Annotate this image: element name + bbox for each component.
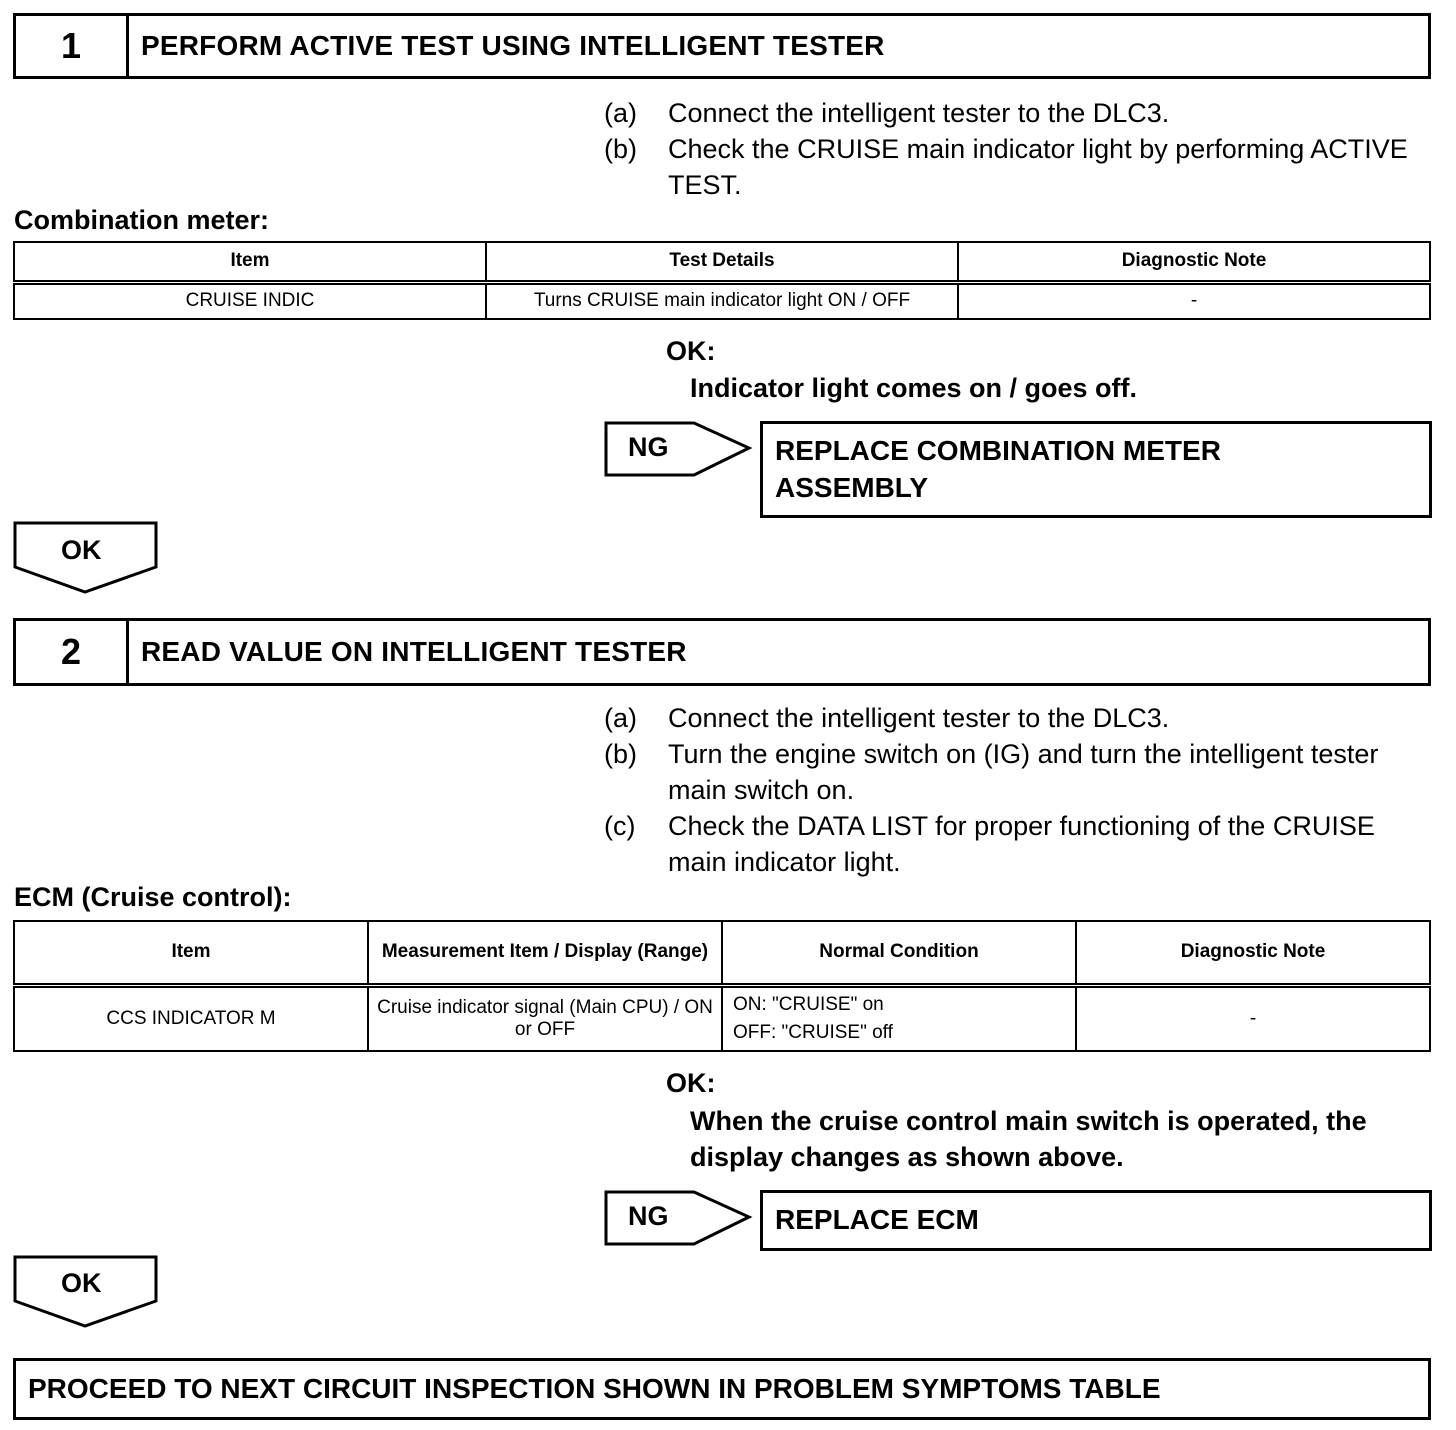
ng-arrow-icon — [604, 1190, 754, 1248]
table-row — [14, 985, 1430, 1051]
instruction-row — [604, 131, 1424, 203]
ng-arrow-icon — [604, 421, 754, 479]
table-header: Diagnostic Note — [958, 242, 1430, 282]
step-2-header — [13, 618, 1431, 686]
proceed-next-inspection-text: PROCEED TO NEXT CIRCUIT INSPECTION SHOWN IN PROBLEM SYMPTOMS TABLE — [28, 1373, 1161, 1404]
instruction-row — [604, 808, 1424, 880]
table-cell — [722, 985, 1076, 1051]
proceed-next-inspection-box — [13, 1358, 1431, 1420]
table-header-row — [14, 242, 1430, 282]
step-1-ng-action: REPLACE COMBINATION METER ASSEMBLY — [775, 435, 1221, 503]
step-1-title: PERFORM ACTIVE TEST USING INTELLIGENT TESTER — [141, 30, 885, 61]
step-1-header — [13, 13, 1431, 79]
instruction-text: Connect the intelligent tester to the DLC3. — [668, 703, 1170, 733]
instruction-row — [604, 95, 1424, 131]
table-header: Diagnostic Note — [1076, 921, 1430, 985]
table-header-row — [14, 921, 1430, 985]
ecm-cruise-control-label: ECM (Cruise control): — [14, 882, 292, 912]
combination-meter-label: Combination meter: — [14, 205, 270, 235]
table-cell: - — [1076, 985, 1430, 1051]
table-header: Item — [14, 242, 486, 282]
instruction-text: Check the CRUISE main indicator light by performing ACTIVE TEST. — [668, 134, 1408, 200]
normal-condition-off: OFF: "CRUISE" off — [733, 1021, 893, 1043]
instruction-letter: (a) — [604, 98, 637, 128]
instruction-letter: (a) — [604, 703, 637, 733]
table-header: Test Details — [486, 242, 958, 282]
table-cell: CCS INDICATOR M — [14, 985, 368, 1051]
table-cell: CRUISE INDIC — [14, 282, 486, 319]
step-2-instructions — [604, 700, 1424, 880]
step-2-ok-arrow-label: OK — [61, 1268, 102, 1298]
instruction-letter: (b) — [604, 739, 637, 769]
combination-meter-table — [13, 241, 1431, 320]
step-2-ok-title: OK: — [666, 1068, 716, 1098]
step-1-ng-label: NG — [628, 432, 669, 462]
table-header: Measurement Item / Display (Range) — [368, 921, 722, 985]
instruction-row — [604, 700, 1424, 736]
step-1-ok-arrow-label: OK — [61, 535, 102, 565]
step-2-ng-action: REPLACE ECM — [775, 1204, 979, 1235]
step-1-ng-action-box — [760, 421, 1432, 518]
instruction-text: Check the DATA LIST for proper functioning of the CRUISE main indicator light. — [668, 811, 1375, 877]
step-2-ng-action-box — [760, 1190, 1432, 1251]
step-2-ok-text: When the cruise control main switch is operated, the display changes as shown above. — [690, 1106, 1367, 1172]
step-2-number: 2 — [16, 621, 129, 683]
instruction-letter: (b) — [604, 134, 637, 164]
ecm-data-table — [13, 920, 1431, 1052]
table-cell: Cruise indicator signal (Main CPU) / ON or OFF — [368, 985, 722, 1051]
table-header: Item — [14, 921, 368, 985]
instruction-text: Connect the intelligent tester to the DLC3. — [668, 98, 1170, 128]
step-1-number: 1 — [16, 16, 129, 76]
instruction-letter: (c) — [604, 811, 636, 841]
step-2-title: READ VALUE ON INTELLIGENT TESTER — [141, 636, 687, 667]
table-header: Normal Condition — [722, 921, 1076, 985]
instruction-row — [604, 736, 1424, 808]
normal-condition-on: ON: "CRUISE" on — [733, 993, 884, 1015]
table-cell: - — [958, 282, 1430, 319]
instruction-text: Turn the engine switch on (IG) and turn the intelligent tester main switch on. — [668, 739, 1379, 805]
step-2-ng-label: NG — [628, 1201, 669, 1231]
table-row — [14, 282, 1430, 319]
step-1-ok-text: Indicator light comes on / goes off. — [690, 373, 1138, 403]
step-1-ok-title: OK: — [666, 336, 716, 366]
step-1-instructions — [604, 95, 1424, 203]
table-cell: Turns CRUISE main indicator light ON / OFF — [486, 282, 958, 319]
